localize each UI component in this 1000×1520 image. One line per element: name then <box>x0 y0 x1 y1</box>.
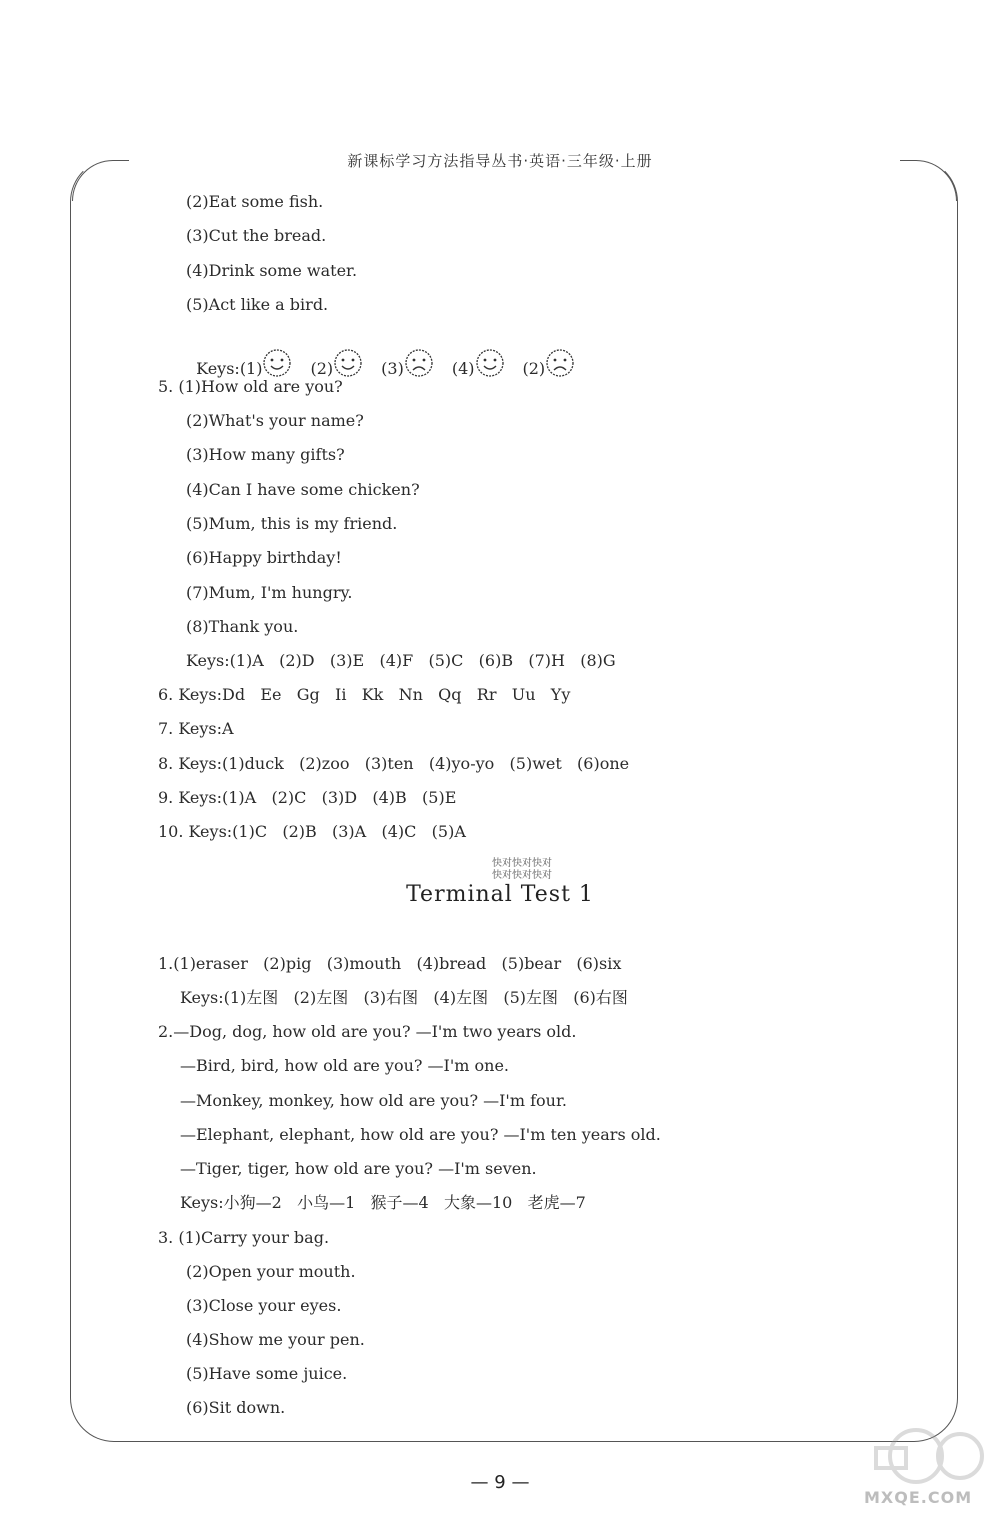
watermark-text: MXQE.COM <box>864 1488 973 1507</box>
answer-line: (2)Eat some fish. <box>186 192 324 211</box>
answer-line: —Monkey, monkey, how old are you? —I'm four. <box>180 1091 567 1110</box>
answer-line: (4)Show me your pen. <box>186 1330 365 1349</box>
face-number: (4) <box>451 359 475 378</box>
answer-line: (6)Happy birthday! <box>186 548 342 567</box>
answer-line: (5)Have some juice. <box>186 1364 348 1383</box>
smiley-face-icon <box>333 348 363 378</box>
answer-line: (3)How many gifts? <box>186 445 345 464</box>
answer-line: 6. Keys:Dd Ee Gg Ii Kk Nn Qq Rr Uu Yy <box>158 685 571 704</box>
answer-line: 8. Keys:(1)duck (2)zoo (3)ten (4)yo-yo (5)wet (6)one <box>158 754 630 773</box>
face-number: (2) <box>522 359 546 378</box>
face-number: (1) <box>239 359 263 378</box>
section-title: Terminal Test 1 <box>406 882 594 907</box>
sad-face-icon <box>545 348 575 378</box>
answer-line: 10. Keys:(1)C (2)B (3)A (4)C (5)A <box>158 822 466 841</box>
answer-line: 7. Keys:A <box>158 719 234 738</box>
answer-line: —Elephant, elephant, how old are you? —I'm ten years old. <box>180 1125 661 1144</box>
stamp-line: 快对快对快对 <box>492 870 552 881</box>
keys-faces-line <box>186 339 575 379</box>
answer-line: (6)Sit down. <box>186 1398 286 1417</box>
answer-line: 3. (1)Carry your bag. <box>158 1228 330 1247</box>
answer-line: 9. Keys:(1)A (2)C (3)D (4)B (5)E <box>158 788 457 807</box>
answer-line: —Tiger, tiger, how old are you? —I'm seven. <box>180 1159 537 1178</box>
answer-line: (7)Mum, I'm hungry. <box>186 583 353 602</box>
answer-line: (4)Can I have some chicken? <box>186 480 420 499</box>
page-number: — 9 — <box>470 1472 530 1493</box>
answer-line: Keys:小狗—2 小鸟—1 猴子—4 大象—10 老虎—7 <box>180 1193 586 1212</box>
running-header: 新课标学习方法指导丛书·英语·三年级·上册 <box>347 152 653 170</box>
answer-line: 2.—Dog, dog, how old are you? —I'm two years old. <box>158 1022 577 1041</box>
smiley-face-icon <box>262 348 292 378</box>
answer-line: Keys:(1)A (2)D (3)E (4)F (5)C (6)B (7)H (8)G <box>186 651 616 670</box>
face-number: (3) <box>381 359 404 378</box>
answer-line: —Bird, bird, how old are you? —I'm one. <box>180 1056 510 1075</box>
answer-line: (3)Cut the bread. <box>186 226 327 245</box>
keys-label: Keys: <box>196 359 240 378</box>
stamp-line: 快对快对快对 <box>492 858 552 869</box>
smiley-face-icon <box>475 348 505 378</box>
answer-line: 5. (1)How old are you? <box>158 377 343 396</box>
face-number: (2) <box>310 359 334 378</box>
answer-line: (5)Mum, this is my friend. <box>186 514 398 533</box>
faces-list <box>240 359 575 378</box>
answer-line: (3)Close your eyes. <box>186 1296 342 1315</box>
answer-line: (2)Open your mouth. <box>186 1262 356 1281</box>
answer-line: (8)Thank you. <box>186 617 299 636</box>
answer-stamp <box>482 858 562 882</box>
answer-line: Keys:(1)左图 (2)左图 (3)右图 (4)左图 (5)左图 (6)右图 <box>180 988 628 1007</box>
answer-line: (5)Act like a bird. <box>186 295 329 314</box>
answer-line: 1.(1)eraser (2)pig (3)mouth (4)bread (5)bear (6)six <box>158 954 622 973</box>
answer-line: (2)What's your name? <box>186 411 364 430</box>
answer-line: (4)Drink some water. <box>186 261 358 280</box>
sad-face-icon <box>404 348 434 378</box>
